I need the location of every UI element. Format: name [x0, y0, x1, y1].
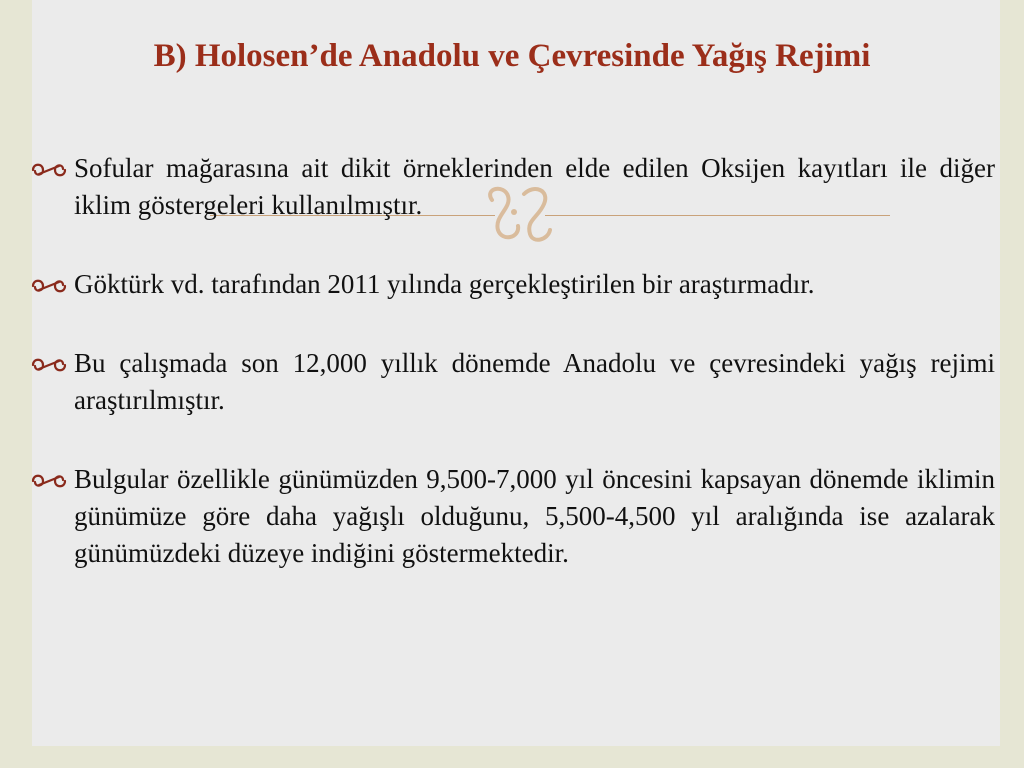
scroll-ornament-icon — [30, 471, 68, 491]
scroll-ornament-icon — [30, 276, 68, 296]
slide-title: B) Holosen’de Anadolu ve Çevresinde Yağış Rejimi — [153, 38, 871, 74]
list-item — [30, 266, 995, 303]
scroll-ornament-icon — [30, 355, 68, 375]
bullet-text: Göktürk vd. tarafından 2011 yılında gerçekleştirilen bir araştırmadır. — [74, 269, 815, 299]
bullet-text: Bu çalışmada son 12,000 yıllık dönemde Anadolu ve çevresindeki yağış rejimi araştırılmıştır. — [74, 348, 995, 415]
scroll-ornament-icon — [30, 160, 68, 180]
bullet-text: Bulgular özellikle günümüzden 9,500-7,000 yıl öncesini kapsayan dönemde iklimin günümüze göre daha yağışlı olduğunu, 5,500-4,500 yıl aralığında ise azalarak günümüzdeki düzeye indiğini göstermektedir. — [74, 464, 995, 568]
list-item — [30, 345, 995, 419]
list-item — [30, 461, 995, 572]
bullet-list — [30, 150, 995, 614]
list-item — [30, 150, 995, 224]
bullet-text: Sofular mağarasına ait dikit örneklerinden elde edilen Oksijen kayıtları ile diğer iklim göstergeleri kullanılmıştır. — [74, 153, 995, 220]
